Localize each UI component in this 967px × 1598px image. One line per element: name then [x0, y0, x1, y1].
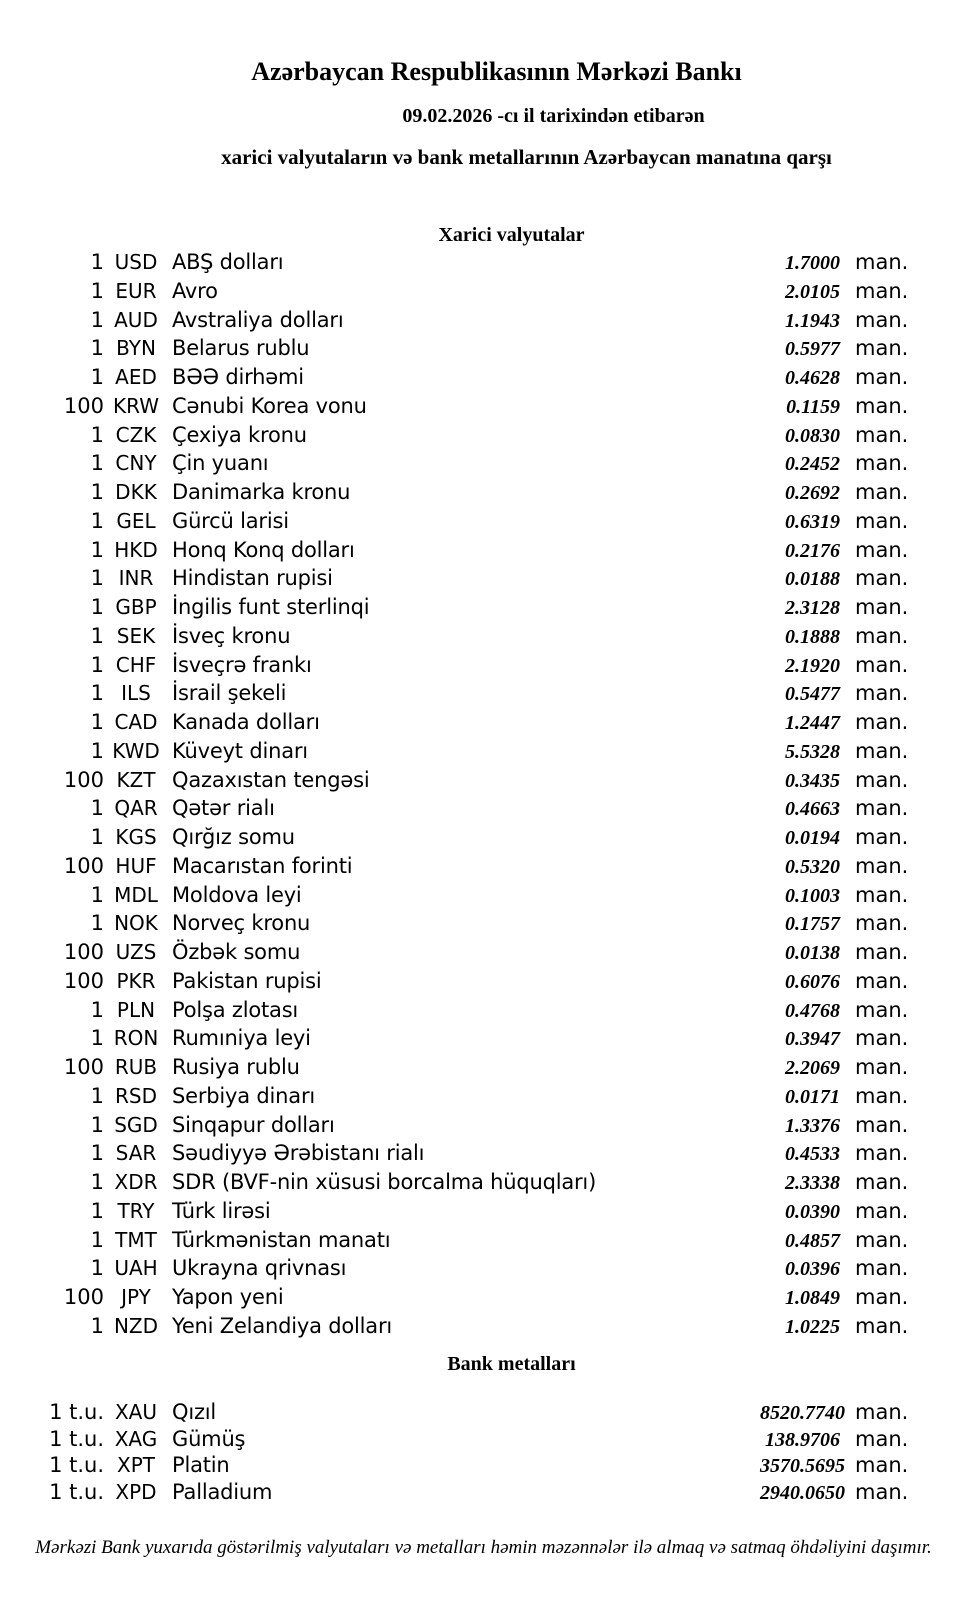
rate-cell: 0.1003	[785, 884, 840, 907]
quantity-cell: 1	[90, 681, 104, 706]
currency-name-cell: Kanada dolları	[172, 710, 320, 734]
table-row	[0, 883, 967, 912]
quantity-cell: 1	[90, 307, 104, 332]
unit-cell: man.	[855, 1453, 909, 1477]
quantity-cell: 100	[63, 940, 104, 964]
unit-cell: man.	[855, 882, 909, 907]
quantity-cell: 100	[63, 767, 104, 792]
currency-name-cell: Çin yuanı	[172, 451, 269, 476]
table-row	[0, 1055, 967, 1084]
currency-name-cell: Moldova leyi	[172, 882, 302, 907]
unit-cell: man.	[855, 365, 909, 389]
unit-cell: man.	[855, 336, 909, 361]
unit-cell: man.	[855, 997, 909, 1022]
rate-cell: 0.4768	[785, 999, 840, 1022]
currency-name-cell: Palladium	[172, 1479, 273, 1504]
quantity-cell: 100	[63, 1055, 104, 1079]
currency-code-cell: NOK	[114, 911, 158, 936]
quantity-cell: 100	[63, 1285, 104, 1309]
quantity-cell: 1	[90, 652, 104, 677]
rate-cell: 2.0105	[785, 280, 840, 303]
rate-cell: 2.3128	[785, 597, 840, 619]
metals-table	[0, 1400, 967, 1506]
quantity-cell: 1	[90, 911, 104, 936]
unit-cell: man.	[855, 1227, 909, 1252]
table-row	[0, 1453, 967, 1480]
currency-name-cell: Çexiya kronu	[172, 422, 307, 447]
table-row	[0, 710, 967, 739]
table-row	[0, 538, 967, 567]
disclaimer-text: Mərkəzi Bank yuxarıda göstərilmiş valyutaları və metalları həmin məzənnələr ilə almaq və satmaq öhdəliyini daşımır.	[35, 1537, 932, 1558]
rate-cell: 1.7000	[785, 252, 840, 274]
currency-name-cell: Hindistan rupisi	[172, 566, 333, 591]
quantity-cell: 1	[90, 623, 104, 648]
unit-cell: man.	[855, 422, 909, 447]
quantity-cell: 1	[90, 480, 104, 504]
currency-code-cell: GBP	[115, 595, 157, 619]
table-row	[0, 1199, 967, 1228]
currency-code-cell: KRW	[113, 393, 159, 418]
unit-cell: man.	[855, 1112, 909, 1137]
rate-cell: 0.0194	[785, 827, 840, 849]
table-row	[0, 1400, 967, 1427]
currency-code-cell: UAH	[114, 1256, 158, 1281]
table-row	[0, 566, 967, 595]
currency-name-cell: Səudiyyə Ərəbistanı rialı	[172, 1141, 425, 1166]
quantity-cell: 1 t.u.	[49, 1426, 104, 1451]
currency-code-cell: INR	[118, 566, 154, 591]
currency-code-cell: GEL	[116, 508, 156, 533]
quantity-cell: 1	[90, 595, 104, 619]
quantity-cell: 1	[90, 566, 104, 591]
currency-name-cell: Norveç kronu	[172, 911, 311, 936]
rate-cell: 0.0830	[785, 424, 840, 447]
table-row	[0, 681, 967, 710]
currency-name-cell: İsveçrə frankı	[172, 652, 312, 677]
unit-cell: man.	[855, 911, 909, 936]
unit-cell: man.	[855, 1313, 909, 1338]
currency-name-cell: Serbiya dinarı	[172, 1083, 316, 1108]
unit-cell: man.	[855, 250, 909, 274]
unit-cell: man.	[855, 1285, 909, 1309]
unit-cell: man.	[855, 710, 909, 734]
currency-code-cell: PLN	[116, 997, 156, 1022]
unit-cell: man.	[855, 796, 909, 821]
rate-cell: 0.1888	[785, 625, 840, 648]
currency-code-cell: XPT	[117, 1453, 155, 1477]
rate-cell: 1.0225	[785, 1315, 840, 1338]
currency-name-cell: Türkmənistan manatı	[172, 1227, 391, 1252]
currency-code-cell: PKR	[116, 968, 156, 993]
quantity-cell: 1	[90, 1313, 104, 1338]
unit-cell: man.	[855, 1426, 909, 1451]
unit-cell: man.	[855, 825, 909, 849]
currency-name-cell: SDR (BVF-nin xüsusi borcalma hüquqları)	[172, 1170, 597, 1194]
currency-code-cell: XDR	[114, 1170, 158, 1194]
rate-cell: 0.4857	[785, 1229, 840, 1252]
currency-code-cell: TMT	[115, 1227, 157, 1252]
currency-code-cell: XPD	[115, 1479, 157, 1504]
table-row	[0, 825, 967, 854]
currency-code-cell: ILS	[121, 681, 151, 706]
currency-code-cell: KWD	[112, 738, 160, 763]
quantity-cell: 1	[90, 1198, 104, 1223]
currency-name-cell: Qətər rialı	[172, 796, 275, 821]
currency-code-cell: JPY	[121, 1285, 151, 1309]
currency-code-cell: QAR	[114, 796, 158, 821]
unit-cell: man.	[855, 1198, 909, 1223]
currency-code-cell: SEK	[116, 623, 156, 648]
currency-name-cell: Belarus rublu	[172, 336, 310, 361]
table-row	[0, 423, 967, 452]
currency-name-cell: Macarıstan forinti	[172, 853, 353, 878]
currency-code-cell: UZS	[115, 940, 157, 964]
currency-code-cell: XAU	[114, 1400, 158, 1424]
currency-code-cell: SGD	[114, 1112, 158, 1137]
quantity-cell: 1	[90, 1170, 104, 1194]
currency-name-cell: Qızıl	[172, 1400, 217, 1424]
currency-code-cell: CNY	[115, 451, 157, 476]
currency-name-cell: Avstraliya dolları	[172, 307, 344, 332]
rate-cell: 138.9706	[765, 1428, 840, 1451]
currency-name-cell: Yeni Zelandiya dolları	[172, 1313, 393, 1338]
quantity-cell: 1	[90, 1026, 104, 1051]
rate-cell: 0.5977	[785, 338, 840, 361]
rate-cell: 0.0171	[785, 1085, 840, 1108]
unit-cell: man.	[855, 1400, 909, 1424]
currency-name-cell: Gürcü larisi	[172, 508, 289, 533]
unit-cell: man.	[855, 278, 909, 303]
rate-cell: 0.6319	[785, 510, 840, 533]
rate-cell: 0.2692	[785, 482, 840, 504]
currency-code-cell: RUB	[114, 1055, 158, 1079]
currency-code-cell: HKD	[114, 537, 158, 562]
quantity-cell: 1	[90, 825, 104, 849]
table-row	[0, 1480, 967, 1507]
rate-cell: 1.1943	[785, 309, 840, 332]
currency-code-cell: TRY	[117, 1198, 155, 1223]
table-row	[0, 308, 967, 337]
rate-cell: 0.3435	[785, 769, 840, 792]
unit-cell: man.	[855, 451, 909, 476]
table-row	[0, 998, 967, 1027]
quantity-cell: 1	[90, 1256, 104, 1281]
table-row	[0, 1141, 967, 1170]
unit-cell: man.	[855, 681, 909, 706]
currency-name-cell: Polşa zlotası	[172, 997, 299, 1022]
table-row	[0, 1228, 967, 1257]
currency-name-cell: Özbək somu	[172, 940, 301, 964]
table-row	[0, 1285, 967, 1314]
table-row	[0, 653, 967, 682]
page-subtitle: xarici valyutaların və bank metallarının Azərbaycan manatına qarşı	[221, 145, 832, 169]
rate-cell: 0.1757	[785, 913, 840, 936]
currency-name-cell: Ukrayna qrivnası	[172, 1256, 347, 1281]
currency-code-cell: NZD	[113, 1313, 159, 1338]
rate-cell: 0.6076	[785, 970, 840, 993]
currency-name-cell: Türk lirəsi	[172, 1198, 271, 1223]
rate-cell: 2.3338	[785, 1172, 840, 1194]
table-row	[0, 451, 967, 480]
currency-code-cell: CHF	[115, 652, 157, 677]
table-row	[0, 279, 967, 308]
unit-cell: man.	[855, 508, 909, 533]
unit-cell: man.	[855, 1479, 909, 1504]
section-title-currencies: Xarici valyutalar	[438, 224, 585, 246]
quantity-cell: 100	[63, 853, 104, 878]
quantity-cell: 1	[90, 250, 104, 274]
quantity-cell: 1	[90, 508, 104, 533]
table-row	[0, 1256, 967, 1285]
currency-code-cell: XAG	[114, 1426, 158, 1451]
unit-cell: man.	[855, 1026, 909, 1051]
rate-cell: 1.3376	[785, 1114, 840, 1137]
unit-cell: man.	[855, 623, 909, 648]
currency-code-cell: SAR	[115, 1141, 157, 1166]
unit-cell: man.	[855, 393, 909, 418]
rate-cell: 0.0138	[785, 942, 840, 964]
table-row	[0, 394, 967, 423]
quantity-cell: 100	[63, 968, 104, 993]
rate-cell: 0.0390	[785, 1200, 840, 1223]
currency-code-cell: HUF	[115, 853, 157, 878]
rate-cell: 0.5477	[785, 683, 840, 706]
currency-code-cell: MDL	[114, 882, 158, 907]
quantity-cell: 1 t.u.	[49, 1400, 104, 1424]
table-row	[0, 940, 967, 969]
currency-code-cell: CZK	[115, 422, 157, 447]
currency-name-cell: Sinqapur dolları	[172, 1112, 335, 1137]
currency-code-cell: AED	[115, 365, 157, 389]
quantity-cell: 1 t.u.	[49, 1453, 104, 1477]
quantity-cell: 1	[90, 882, 104, 907]
rate-cell: 0.2176	[785, 539, 840, 562]
table-row	[0, 250, 967, 279]
table-row	[0, 1427, 967, 1454]
unit-cell: man.	[855, 940, 909, 964]
currency-name-cell: Rusiya rublu	[172, 1055, 300, 1079]
table-row	[0, 1084, 967, 1113]
table-row	[0, 1170, 967, 1199]
currency-code-cell: CAD	[114, 710, 158, 734]
table-row	[0, 595, 967, 624]
currency-name-cell: Honq Konq dolları	[172, 537, 355, 562]
quantity-cell: 1	[90, 278, 104, 303]
currency-name-cell: ABŞ dolları	[172, 250, 284, 274]
quantity-cell: 1 t.u.	[49, 1479, 104, 1504]
currencies-table	[0, 250, 967, 1343]
quantity-cell: 100	[63, 393, 104, 418]
table-row	[0, 480, 967, 509]
quantity-cell: 1	[90, 738, 104, 763]
currency-name-cell: Cənubi Korea vonu	[172, 393, 367, 418]
rate-cell: 1.0849	[785, 1287, 840, 1309]
currency-code-cell: RON	[113, 1026, 159, 1051]
unit-cell: man.	[855, 307, 909, 332]
quantity-cell: 1	[90, 451, 104, 476]
unit-cell: man.	[855, 1170, 909, 1194]
unit-cell: man.	[855, 480, 909, 504]
rate-cell: 0.4533	[785, 1143, 840, 1166]
table-row	[0, 969, 967, 998]
currency-name-cell: Qazaxıstan tengəsi	[172, 767, 370, 792]
rate-cell: 2.2069	[785, 1057, 840, 1079]
rate-cell: 0.3947	[785, 1028, 840, 1051]
currency-code-cell: KZT	[116, 767, 156, 792]
rate-cell: 2.1920	[785, 654, 840, 677]
quantity-cell: 1	[90, 537, 104, 562]
currency-name-cell: Danimarka kronu	[172, 480, 351, 504]
rate-cell: 1.2447	[785, 712, 840, 734]
quantity-cell: 1	[90, 710, 104, 734]
unit-cell: man.	[855, 738, 909, 763]
currency-name-cell: Platin	[172, 1453, 230, 1477]
currency-name-cell: Qırğız somu	[172, 825, 295, 849]
rate-cell: 0.0396	[785, 1258, 840, 1281]
currency-code-cell: USD	[114, 250, 158, 274]
currency-name-cell: Rumıniya leyi	[172, 1026, 311, 1051]
table-row	[0, 739, 967, 768]
table-row	[0, 768, 967, 797]
table-row	[0, 1113, 967, 1142]
currency-code-cell: EUR	[115, 278, 157, 303]
unit-cell: man.	[855, 1256, 909, 1281]
table-row	[0, 796, 967, 825]
quantity-cell: 1	[90, 365, 104, 389]
currency-name-cell: Avro	[172, 278, 218, 303]
currency-name-cell: Küveyt dinarı	[172, 738, 308, 763]
currency-code-cell: AUD	[114, 307, 158, 332]
page-title: Azərbaycan Respublikasının Mərkəzi Bankı	[251, 57, 742, 86]
rate-cell: 0.5320	[785, 855, 840, 878]
quantity-cell: 1	[90, 422, 104, 447]
quantity-cell: 1	[90, 1141, 104, 1166]
unit-cell: man.	[855, 1141, 909, 1166]
currency-name-cell: Yapon yeni	[172, 1285, 284, 1309]
unit-cell: man.	[855, 1055, 909, 1079]
rate-cell: 3570.5695	[760, 1455, 845, 1477]
quantity-cell: 1	[90, 1112, 104, 1137]
effective-date: 09.02.2026 -cı il tarixindən etibarən	[402, 105, 705, 127]
currency-name-cell: BƏƏ dirhəmi	[172, 365, 304, 389]
quantity-cell: 1	[90, 1227, 104, 1252]
table-row	[0, 336, 967, 365]
currency-code-cell: DKK	[115, 480, 157, 504]
unit-cell: man.	[855, 595, 909, 619]
quantity-cell: 1	[90, 796, 104, 821]
table-row	[0, 854, 967, 883]
quantity-cell: 1	[90, 336, 104, 361]
currency-code-cell: RSD	[115, 1083, 157, 1108]
table-row	[0, 509, 967, 538]
quantity-cell: 1	[90, 1083, 104, 1108]
unit-cell: man.	[855, 853, 909, 878]
rate-cell: 2940.0650	[760, 1481, 845, 1504]
unit-cell: man.	[855, 652, 909, 677]
table-row	[0, 365, 967, 394]
unit-cell: man.	[855, 968, 909, 993]
currency-code-cell: BYN	[116, 336, 156, 361]
currency-code-cell: KGS	[115, 825, 157, 849]
rate-cell: 0.2452	[785, 453, 840, 476]
quantity-cell: 1	[90, 997, 104, 1022]
unit-cell: man.	[855, 566, 909, 591]
table-row	[0, 624, 967, 653]
unit-cell: man.	[855, 1083, 909, 1108]
currency-name-cell: Pakistan rupisi	[172, 968, 322, 993]
rate-cell: 8520.7740	[760, 1402, 845, 1424]
currency-name-cell: İngilis funt sterlinqi	[172, 595, 370, 619]
rate-cell: 0.4663	[785, 798, 840, 821]
rate-cell: 0.1159	[786, 395, 840, 418]
currency-name-cell: Gümüş	[172, 1426, 246, 1451]
rate-cell: 5.5328	[785, 740, 840, 763]
table-row	[0, 911, 967, 940]
unit-cell: man.	[855, 767, 909, 792]
table-row	[0, 1026, 967, 1055]
unit-cell: man.	[855, 537, 909, 562]
section-title-metals: Bank metalları	[447, 1353, 576, 1375]
table-row	[0, 1314, 967, 1343]
rate-cell: 0.0188	[785, 568, 840, 591]
currency-name-cell: İsrail şekeli	[172, 681, 287, 706]
rate-cell: 0.4628	[785, 367, 840, 389]
currency-name-cell: İsveç kronu	[172, 623, 291, 648]
